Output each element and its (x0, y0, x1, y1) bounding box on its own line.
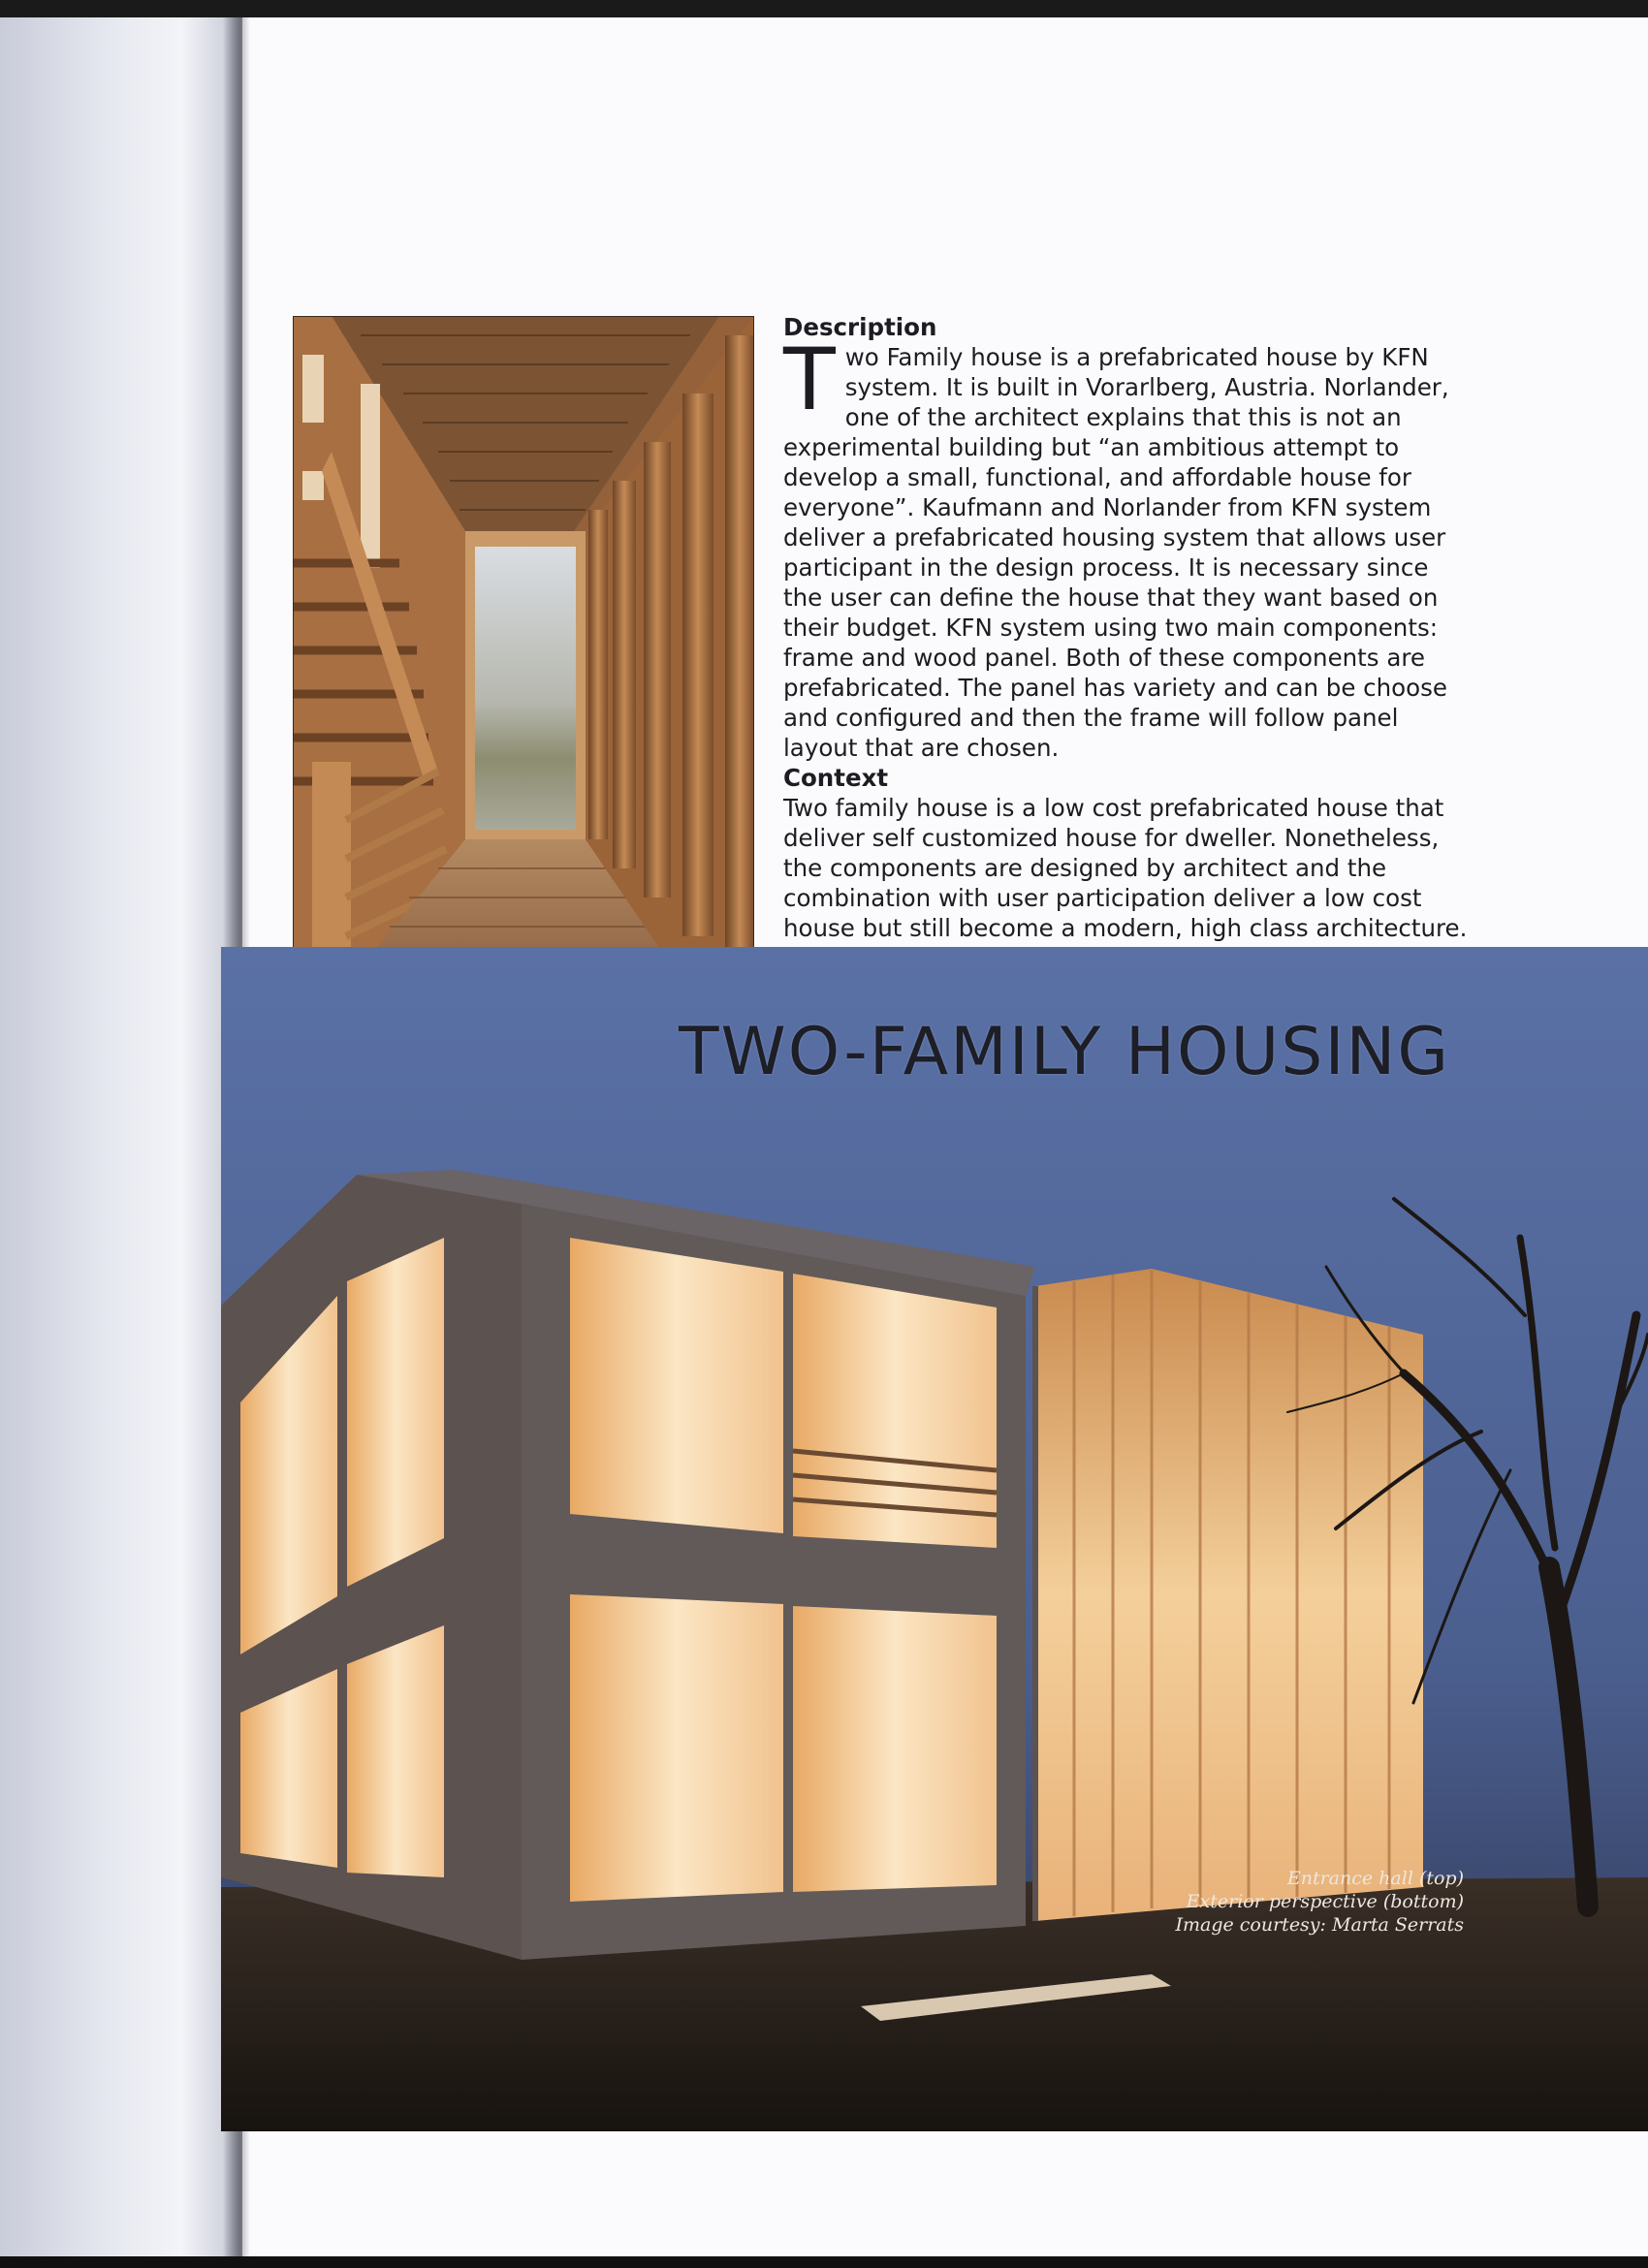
exterior-perspective-photo (221, 947, 1648, 2131)
context-text: Two family house is a low cost prefabricated house that deliver self customized house for dweller. Nonetheless, the components are designed by architect and the combination with user participation deliver a low cost house but still become a modern, high class architecture. (783, 794, 1468, 942)
book-spine (0, 17, 242, 2256)
caption-line-1: Entrance hall (top) (1286, 1868, 1464, 1889)
description-text: wo Family house is a prefabricated house by KFN system. It is built in Vorarlberg, Austria. Norlander, one of the architect explains that this is not an experimental building but “an ambitious attempt to develop a small, functional, and affordable house for everyone”. Kaufmann and Norlander from KFN system deliver a prefabricated housing system that allows user participant in the design process. It is necessary since the user can define the house that they want based on their budget. KFN system using two main components: frame and wood panel. Both of these components are prefabricated. The panel has variety and can be choose and configured and then the frame will follow panel layout that are chosen. (783, 343, 1449, 762)
drop-cap: T (783, 330, 836, 429)
description-heading: Description (783, 313, 937, 341)
context-heading: Context (783, 764, 889, 792)
article-title: TWO-FAMILY HOUSING (679, 1014, 1451, 1090)
scan-edge (0, 2256, 1648, 2268)
photo-captions (1175, 1867, 1464, 1937)
article-text (783, 312, 1472, 943)
caption-line-2: Exterior perspective (bottom) (1186, 1891, 1464, 1912)
caption-line-3: Image courtesy: Marta Serrats (1175, 1914, 1464, 1936)
description-paragraph (783, 330, 1472, 763)
entrance-hall-photo (293, 316, 754, 979)
